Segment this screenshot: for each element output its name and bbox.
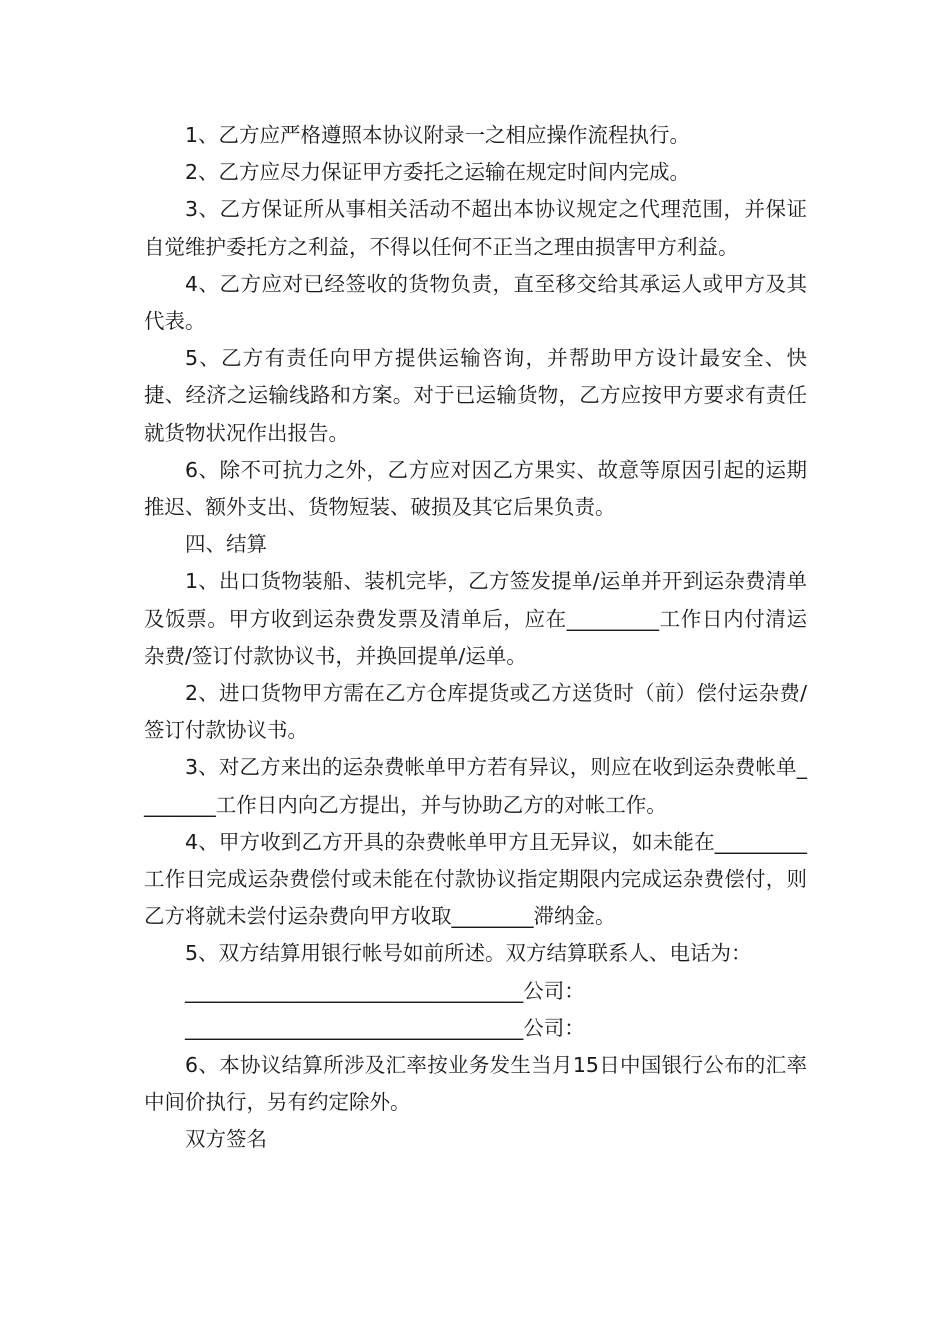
settlement-clause-6: 6、本协议结算所涉及汇率按业务发生当月15日中国银行公布的汇率中间价执行，另有约定除外。 <box>144 1053 807 1115</box>
document-body <box>144 117 807 1159</box>
settlement-clause-1: 1、出口货物装船、装机完毕，乙方签发提单/运单并开到运杂费清单及饭票。甲方收到运杂费发票及清单后，应在_________工作日内付清运杂费/签订付款协议书，并换回提单/运单。 <box>144 569 807 668</box>
contact-company-line-1: _________________________________公司： <box>185 978 585 1003</box>
contact-company-line-2: _________________________________公司： <box>185 1015 585 1040</box>
settlement-clause-2: 2、进口货物甲方需在乙方仓库提货或乙方送货时（前）偿付运杂费/签订付款协议书。 <box>144 681 807 743</box>
clause-6: 6、除不可抗力之外，乙方应对因乙方果实、故意等原因引起的运期推迟、额外支出、货物短装、破损及其它后果负责。 <box>144 457 807 520</box>
settlement-clause-4: 4、甲方收到乙方开具的杂费帐单甲方且无异议，如未能在_________工作日完成运杂费偿付或未能在付款协议指定期限内完成运杂费偿付，则乙方将就未尝付运杂费向甲方收取________滞纳金。 <box>144 829 807 929</box>
clause-1: 1、乙方应严格遵照本协议附录一之相应操作流程执行。 <box>185 123 691 147</box>
clause-2: 2、乙方应尽力保证甲方委托之运输在规定时间内完成。 <box>185 160 691 185</box>
settlement-clause-5: 5、双方结算用银行帐号如前所述。双方结算联系人、电话为： <box>185 941 752 966</box>
settlement-clause-3: 3、对乙方来出的运杂费帐单甲方若有异议，则应在收到运杂费帐单________工作日内向乙方提出，并与协助乙方的对帐工作。 <box>144 755 807 817</box>
section-heading-settlement: 四、结算 <box>185 532 267 557</box>
clause-4: 4、乙方应对已经签收的货物负责，直至移交给其承运人或甲方及其代表。 <box>144 271 807 334</box>
clause-5: 5、乙方有责任向甲方提供运输咨询，并帮助甲方设计最安全、快捷、经济之运输线路和方案。对于已运输货物，乙方应按甲方要求有责任就货物状况作出报告。 <box>144 346 807 445</box>
clause-3: 3、乙方保证所从事相关活动不超出本协议规定之代理范围，并保证自觉维护委托方之利益，不得以任何不正当之理由损害甲方利益。 <box>144 197 807 259</box>
signature-heading: 双方签名 <box>185 1127 267 1152</box>
